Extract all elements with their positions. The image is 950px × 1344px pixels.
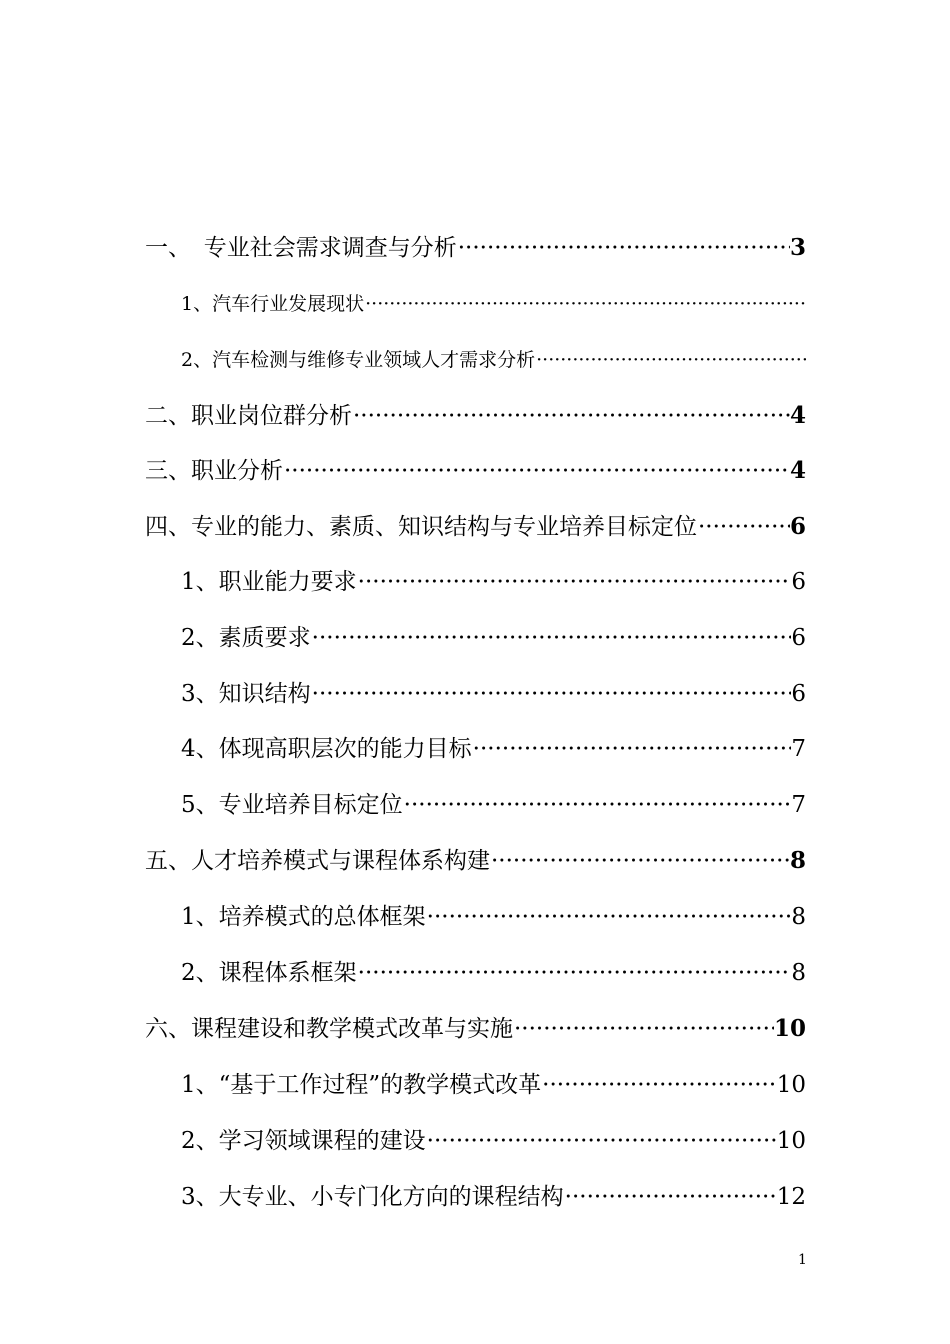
toc-entry-leader <box>490 846 790 876</box>
toc-entry-page: 7 <box>791 792 806 818</box>
toc-entry-page: 8 <box>789 847 806 874</box>
toc-entry-page: 6 <box>789 513 806 540</box>
toc-entry-text: 职业岗位群分析 <box>191 403 352 429</box>
toc-entry[interactable] <box>181 954 806 988</box>
toc-entry-number: 1、 <box>181 569 219 595</box>
toc-entry-leader <box>457 233 790 263</box>
toc-entry-page: 8 <box>791 960 806 986</box>
toc-entry-text: 汽车行业发展现状 <box>212 293 365 315</box>
toc-entry[interactable] <box>145 229 806 263</box>
toc-entry-number: 六、 <box>145 1016 191 1042</box>
toc-entry-page: 4 <box>789 402 806 429</box>
toc-entry-number: 2、 <box>181 960 219 986</box>
toc-entry-number: 3、 <box>181 681 219 707</box>
toc-entry-number: 1、 <box>181 293 213 315</box>
toc-entry-leader <box>697 512 790 542</box>
toc-entry-number: 2、 <box>181 1128 219 1154</box>
page-number: 1 <box>798 1252 807 1268</box>
toc-entry-number: 四、 <box>145 514 191 540</box>
toc-entry-text: 培养模式的总体框架 <box>218 904 426 930</box>
toc-entry-text: 知识结构 <box>218 681 311 707</box>
toc-entry-text: 专业社会需求调查与分析 <box>203 235 457 261</box>
toc-entry-number: 二、 <box>145 403 191 429</box>
toc-entry-text: 学习领域课程的建设 <box>218 1128 426 1154</box>
toc-entry[interactable] <box>145 452 806 486</box>
toc-entry-text: 专业培养目标定位 <box>218 792 403 818</box>
toc-entry[interactable] <box>181 1178 806 1212</box>
toc-entry-text: 素质要求 <box>218 625 311 651</box>
toc-entry-number: 五、 <box>145 848 191 874</box>
toc-entry[interactable] <box>181 786 806 820</box>
toc-entry-page: 6 <box>791 681 806 707</box>
toc-entry-page: 3 <box>789 234 806 261</box>
toc-entry[interactable] <box>181 341 806 375</box>
toc-entry-text: 职业能力要求 <box>218 569 357 595</box>
toc-entry-number: 2、 <box>181 349 213 371</box>
toc-entry-page: 10 <box>776 1128 806 1154</box>
toc-entry-leader <box>357 958 792 988</box>
toc-entry-page: 10 <box>773 1015 806 1042</box>
toc-entry-number: 3、 <box>181 1184 219 1210</box>
toc-entry-number: 1、 <box>181 904 219 930</box>
toc-entry-page: 10 <box>776 1072 806 1098</box>
toc-entry-number: 三、 <box>145 458 191 484</box>
toc-entry[interactable] <box>181 563 806 597</box>
toc-entry-leader <box>472 734 792 764</box>
toc-entry-page: 6 <box>791 625 806 651</box>
toc-entry-leader <box>426 902 792 932</box>
toc-entry-leader <box>311 679 792 709</box>
toc-entry[interactable] <box>181 898 806 932</box>
toc-entry[interactable] <box>181 285 806 319</box>
toc-entry-leader <box>403 790 792 820</box>
toc-entry[interactable] <box>145 842 806 876</box>
toc-entry-page: 8 <box>791 904 806 930</box>
toc-entry-number: 一、 <box>145 235 191 261</box>
toc-entry-leader <box>364 289 806 319</box>
toc-entry[interactable] <box>181 619 806 653</box>
toc-entry[interactable] <box>145 508 806 542</box>
toc-entry-leader <box>311 623 792 653</box>
toc-entry-text: 职业分析 <box>191 458 283 484</box>
toc-entry-page: 12 <box>776 1184 806 1210</box>
toc-entry-number: 1、 <box>181 1072 219 1098</box>
toc-entry-page: 6 <box>791 569 806 595</box>
toc-entry[interactable] <box>145 397 806 431</box>
toc-entry-text: 体现高职层次的能力目标 <box>218 736 472 762</box>
toc-entry-text: 汽车检测与维修专业领域人才需求分析 <box>212 349 536 371</box>
toc-entry[interactable] <box>181 675 806 709</box>
toc-entry-leader <box>283 456 790 486</box>
toc-entry-text: 大专业、小专门化方向的课程结构 <box>218 1184 564 1210</box>
toc-entry-text: 课程建设和教学模式改革与实施 <box>191 1016 513 1042</box>
toc-entry[interactable] <box>181 1066 806 1100</box>
toc-entry-text: 专业的能力、素质、知识结构与专业培养目标定位 <box>191 514 697 540</box>
toc-entry[interactable] <box>145 1010 806 1044</box>
toc-entry-page: 7 <box>791 736 806 762</box>
toc-entry-leader <box>352 401 790 431</box>
toc-entry[interactable] <box>181 730 806 764</box>
toc-entry-number: 4、 <box>181 736 219 762</box>
toc-entry-leader <box>357 567 792 597</box>
toc-entry[interactable] <box>181 1122 806 1156</box>
toc-entry-page: 4 <box>789 457 806 484</box>
toc-entry-text: 人才培养模式与课程体系构建 <box>191 848 490 874</box>
toc-entry-text: 课程体系框架 <box>218 960 357 986</box>
toc-entry-leader <box>535 345 806 375</box>
toc-entry-leader <box>541 1070 777 1100</box>
toc-entry-leader <box>564 1182 777 1212</box>
toc-entry-leader <box>426 1126 777 1156</box>
toc-entry-text: “基于工作过程”的教学模式改革 <box>218 1072 542 1098</box>
toc-entry-leader <box>513 1014 774 1044</box>
toc-entry-number: 5、 <box>181 792 219 818</box>
toc-entry-number: 2、 <box>181 625 219 651</box>
